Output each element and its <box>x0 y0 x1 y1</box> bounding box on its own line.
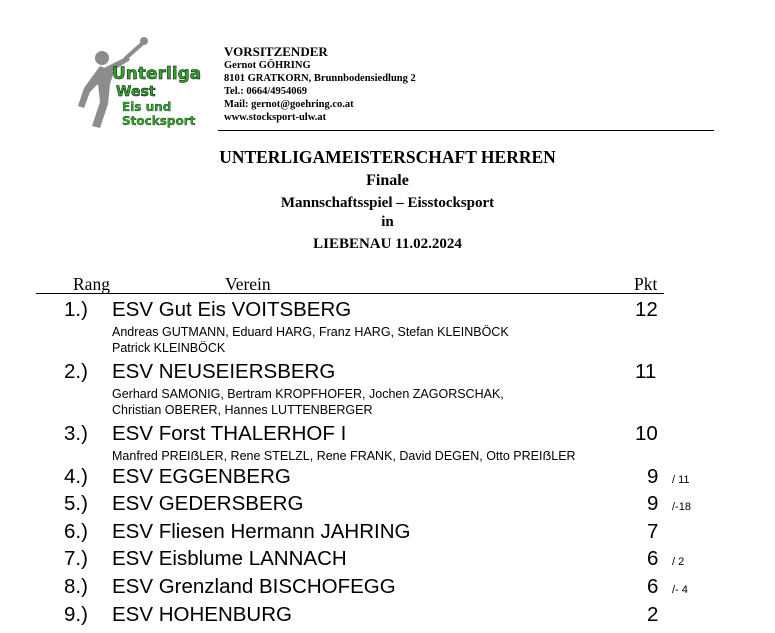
rank: 9.) <box>64 603 88 626</box>
points: 6 <box>647 547 659 570</box>
points-tiebreak: /-18 <box>672 501 691 513</box>
rank: 5.) <box>64 492 88 515</box>
rank: 7.) <box>64 547 88 570</box>
column-header-points: Pkt <box>634 274 658 294</box>
points: 11 <box>635 360 657 383</box>
round-title: Finale <box>366 172 409 189</box>
contact-name: Gernot GÖHRING <box>224 60 311 71</box>
logo-text-3: Eis und <box>122 100 172 114</box>
player-list: Andreas GUTMANN, Eduard HARG, Franz HARG, Stefan KLEINBÖCK <box>112 325 509 339</box>
team-name: ESV Eisblume LANNACH <box>112 547 347 570</box>
points-tiebreak: / 2 <box>672 556 685 568</box>
header-divider <box>218 130 714 131</box>
points: 10 <box>635 422 658 445</box>
rank: 1.) <box>64 298 88 321</box>
points: 6 <box>647 575 659 598</box>
points: 7 <box>647 520 659 543</box>
venue-prefix: in <box>381 214 394 230</box>
venue-date: LIEBENAU 11.02.2024 <box>313 236 462 252</box>
logo-text-2: West <box>116 84 156 100</box>
column-header-divider <box>36 293 664 294</box>
points-tiebreak: / 11 <box>672 474 690 486</box>
player-list: Patrick KLEINBÖCK <box>112 341 226 355</box>
contact-role: VORSITZENDER <box>224 44 328 59</box>
contact-mail: Mail: gernot@goehring.co.at <box>224 99 354 110</box>
contact-web[interactable]: www.stocksport-ulw.at <box>224 112 327 123</box>
rank: 2.) <box>64 360 88 383</box>
team-name: ESV Grenzland BISCHOFEGG <box>112 575 396 598</box>
player-list: Christian OBERER, Hannes LUTTENBERGER <box>112 403 373 417</box>
rank: 6.) <box>64 520 88 543</box>
points-tiebreak: /- 4 <box>672 584 688 596</box>
logo-text-1: Unterliga <box>112 64 202 84</box>
logo-text-4: Stocksport <box>122 114 196 128</box>
rank: 3.) <box>64 422 88 445</box>
team-name: ESV Fliesen Hermann JAHRING <box>112 520 411 543</box>
team-name: ESV NEUSEIERSBERG <box>112 360 336 383</box>
column-header-rank: Rang <box>73 274 110 294</box>
team-name: ESV Gut Eis VOITSBERG <box>112 298 352 321</box>
contact-block <box>224 44 416 124</box>
discipline-title: Mannschaftsspiel – Eisstocksport <box>280 195 495 211</box>
player-list: Gerhard SAMONIG, Bertram KROPFHOFER, Jochen ZAGORSCHAK, <box>112 387 504 401</box>
team-name: ESV GEDERSBERG <box>112 492 304 515</box>
contact-phone: Tel.: 0664/4954069 <box>224 86 308 97</box>
document-title-block <box>0 146 775 256</box>
points: 9 <box>647 465 659 488</box>
column-header-club: Verein <box>225 274 271 294</box>
championship-title: UNTERLIGAMEISTERSCHAFT HERREN <box>219 147 556 167</box>
player-list: Manfred PREIẞLER, Rene STELZL, Rene FRANK, David DEGEN, Otto PREIẞLER <box>112 449 576 463</box>
team-name: ESV HOHENBURG <box>112 603 292 626</box>
points: 2 <box>647 603 659 626</box>
rank: 8.) <box>64 575 88 598</box>
team-name: ESV Forst THALERHOF I <box>112 422 347 445</box>
league-logo <box>70 36 205 130</box>
points: 9 <box>647 492 659 515</box>
team-name: ESV EGGENBERG <box>112 465 291 488</box>
rank: 4.) <box>64 465 88 488</box>
contact-address: 8101 GRATKORN, Brunnbodensiedlung 2 <box>224 73 416 84</box>
points: 12 <box>635 298 658 321</box>
